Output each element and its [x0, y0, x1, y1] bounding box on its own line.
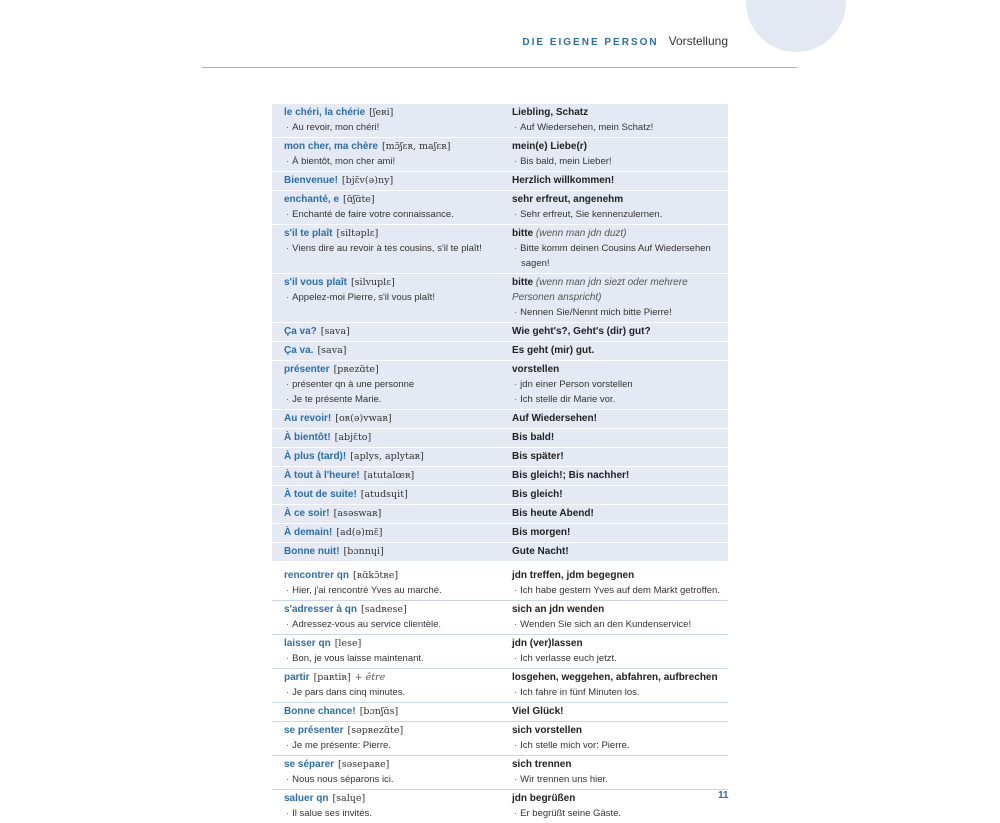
translation-line — [512, 487, 728, 502]
example-text: Ich habe gestern Yves auf dem Markt getroffen. — [520, 585, 720, 596]
translation-line — [512, 468, 728, 483]
german-column — [500, 636, 728, 666]
example-text: À bientôt, mon cher ami! — [292, 156, 396, 167]
german-column — [500, 757, 728, 787]
vocab-entry — [272, 225, 728, 274]
german-column — [500, 525, 728, 540]
headword-line — [284, 362, 500, 377]
translation-line — [512, 275, 728, 305]
example-text: Ich stelle dir Marie vor. — [520, 394, 616, 405]
pronunciation: [mɔ̃ʃɛʀ, maʃɛʀ] — [381, 141, 451, 152]
french-column — [272, 468, 500, 483]
french-column — [272, 704, 500, 719]
french-column — [272, 411, 500, 426]
example-text: Bis bald, mein Lieber! — [520, 156, 612, 167]
bullet-icon: · — [514, 774, 518, 785]
translation: sehr erfreut, angenehm — [512, 194, 624, 205]
translation-line — [512, 723, 728, 738]
bullet-icon: · — [514, 585, 518, 596]
french-column — [272, 430, 500, 445]
example-text: Wir trennen uns hier. — [520, 774, 608, 785]
pronunciation: [bjɛ̃v(ə)ny] — [341, 175, 394, 186]
headword: Au revoir! — [284, 413, 332, 424]
french-column — [272, 173, 500, 188]
translation: Viel Glück! — [512, 706, 564, 717]
translation: bitte — [512, 277, 534, 288]
translation-line — [512, 544, 728, 559]
french-column — [272, 324, 500, 339]
headword-line — [284, 226, 500, 241]
pronunciation: [atudsɥit] — [360, 489, 408, 500]
example-text: Ich fahre in fünf Minuten los. — [520, 687, 640, 698]
example-text: Bon, je vous laisse maintenant. — [292, 653, 424, 664]
example-german — [512, 583, 728, 598]
example-french — [284, 617, 500, 632]
translation-line — [512, 506, 728, 521]
example-german — [512, 120, 728, 135]
bullet-icon: · — [514, 307, 518, 318]
translation: Auf Wiedersehen! — [512, 413, 597, 424]
vocab-entry — [272, 448, 728, 467]
example-text: Wenden Sie sich an den Kundenservice! — [520, 619, 692, 630]
pronunciation: [bɔnnɥi] — [343, 546, 384, 557]
bullet-icon: · — [514, 379, 518, 390]
french-column — [272, 602, 500, 632]
pronunciation: [səsepaʀe] — [338, 759, 390, 770]
headword-line — [284, 670, 500, 685]
french-column — [272, 362, 500, 407]
example-french — [284, 120, 500, 135]
vocab-entry — [272, 104, 728, 138]
bullet-icon: · — [514, 687, 518, 698]
headword-line — [284, 468, 500, 483]
translation-line — [512, 324, 728, 339]
usage-note: (wenn man jdn siezt oder mehrere Personen anspricht) — [512, 277, 688, 303]
headword-line — [284, 105, 500, 120]
french-column — [272, 670, 500, 700]
french-column — [272, 723, 500, 753]
translation: sich trennen — [512, 759, 572, 770]
headword: se présenter — [284, 725, 344, 736]
headword: Ça va. — [284, 345, 314, 356]
example-german — [512, 154, 728, 169]
headword: le chéri, la chérie — [284, 107, 366, 118]
vocab-entry — [272, 172, 728, 191]
example-french — [284, 651, 500, 666]
example-text: jdn einer Person vorstellen — [520, 379, 633, 390]
headword-line — [284, 525, 500, 540]
bullet-icon: · — [286, 122, 290, 133]
headword-line — [284, 343, 500, 358]
translation: Liebling, Schatz — [512, 107, 589, 118]
french-column — [272, 226, 500, 271]
bullet-icon: · — [286, 585, 290, 596]
example-french — [284, 772, 500, 787]
french-column — [272, 275, 500, 320]
headword-line — [284, 324, 500, 339]
translation: losgehen, weggehen, abfahren, aufbrechen — [512, 672, 718, 683]
topic-title: Vorstellung — [668, 34, 728, 48]
translation: mein(e) Liebe(r) — [512, 141, 588, 152]
example-german — [512, 241, 728, 271]
example-german — [512, 377, 728, 392]
translation-line — [512, 173, 728, 188]
translation: sich vorstellen — [512, 725, 583, 736]
translation: jdn (ver)lassen — [512, 638, 583, 649]
bullet-icon: · — [286, 653, 290, 664]
vocab-entry — [272, 722, 728, 756]
pronunciation: [oʀ(ə)vwaʀ] — [335, 413, 392, 424]
bullet-icon: · — [514, 619, 518, 630]
translation-line — [512, 430, 728, 445]
bullet-icon: · — [514, 394, 518, 405]
vocab-entry — [272, 524, 728, 543]
translation: Es geht (mir) gut. — [512, 345, 595, 356]
headword: Ça va? — [284, 326, 317, 337]
bullet-icon: · — [286, 156, 290, 167]
headword-line — [284, 192, 500, 207]
headword: partir — [284, 672, 310, 683]
example-german — [512, 305, 728, 320]
headword-line — [284, 275, 500, 290]
german-column — [500, 411, 728, 426]
translation: Bis später! — [512, 451, 564, 462]
example-text: Nennen Sie/Nennt mich bitte Pierre! — [520, 307, 672, 318]
headword: À ce soir! — [284, 508, 330, 519]
headword-line — [284, 449, 500, 464]
example-text: présenter qn à une personne — [292, 379, 415, 390]
translation: bitte — [512, 228, 534, 239]
example-text: Auf Wiedersehen, mein Schatz! — [520, 122, 654, 133]
bullet-icon: · — [286, 619, 290, 630]
bullet-icon: · — [514, 740, 518, 751]
translation-line — [512, 791, 728, 806]
example-text: Ich stelle mich vor: Pierre. — [520, 740, 630, 751]
pronunciation: [silvuplɛ] — [350, 277, 395, 288]
translation-line — [512, 525, 728, 540]
german-column — [500, 192, 728, 222]
example-text: Je te présente Marie. — [292, 394, 382, 405]
page-number: 11 — [718, 790, 729, 801]
french-column — [272, 192, 500, 222]
pronunciation: [asəswaʀ] — [333, 508, 382, 519]
german-column — [500, 226, 728, 271]
french-column — [272, 757, 500, 787]
example-text: Ich verlasse euch jetzt. — [520, 653, 617, 664]
bullet-icon: · — [514, 122, 518, 133]
translation: Wie geht's?, Geht's (dir) gut? — [512, 326, 651, 337]
french-column — [272, 105, 500, 135]
vocabulary-list — [272, 104, 728, 823]
example-german — [512, 207, 728, 222]
german-column — [500, 275, 728, 320]
vocab-entry — [272, 486, 728, 505]
german-column — [500, 468, 728, 483]
french-column — [272, 791, 500, 821]
german-column — [500, 324, 728, 339]
translation-line — [512, 105, 728, 120]
corner-decoration — [746, 0, 846, 52]
vocab-entry — [272, 703, 728, 722]
headword-line — [284, 173, 500, 188]
bullet-icon: · — [286, 243, 290, 254]
vocab-entry — [272, 635, 728, 669]
example-text: Appelez-moi Pierre, s'il vous plaît! — [292, 292, 435, 303]
example-text: Adressez-vous au service clientèle. — [292, 619, 442, 630]
vocab-entry — [272, 505, 728, 524]
headword-line — [284, 757, 500, 772]
example-french — [284, 806, 500, 821]
pronunciation: [abjɛ̃to] — [334, 432, 372, 443]
german-column — [500, 105, 728, 135]
headword: À plus (tard)! — [284, 451, 347, 462]
bullet-icon: · — [286, 808, 290, 819]
bullet-icon: · — [514, 156, 518, 167]
vocab-entry — [272, 429, 728, 448]
translation: Gute Nacht! — [512, 546, 569, 557]
example-text: Hier, j'ai rencontré Yves au marché. — [292, 585, 442, 596]
translation: Bis bald! — [512, 432, 555, 443]
headword: présenter — [284, 364, 330, 375]
french-column — [272, 139, 500, 169]
translation: vorstellen — [512, 364, 560, 375]
example-french — [284, 377, 500, 392]
german-column — [500, 544, 728, 559]
example-french — [284, 738, 500, 753]
running-header — [522, 34, 728, 48]
example-german — [512, 738, 728, 753]
german-column — [500, 506, 728, 521]
bullet-icon: · — [286, 379, 290, 390]
german-column — [500, 602, 728, 632]
headword-line — [284, 704, 500, 719]
usage-note: (wenn man jdn duzt) — [535, 228, 627, 239]
german-column — [500, 343, 728, 358]
example-text: Sehr erfreut, Sie kennenzulernen. — [520, 209, 663, 220]
example-text: Je pars dans cinq minutes. — [292, 687, 406, 698]
translation: sich an jdn wenden — [512, 604, 605, 615]
translation-line — [512, 670, 728, 685]
german-column — [500, 173, 728, 188]
headword-line — [284, 487, 500, 502]
translation-line — [512, 704, 728, 719]
bullet-icon: · — [286, 740, 290, 751]
vocab-entry — [272, 601, 728, 635]
pronunciation: [səpʀezɑ̃te] — [347, 725, 404, 736]
headword-line — [284, 506, 500, 521]
vocab-entry — [272, 410, 728, 429]
headword: s'il te plaît — [284, 228, 333, 239]
headword-line — [284, 568, 500, 583]
french-column — [272, 544, 500, 559]
vocab-entry — [272, 790, 728, 823]
french-column — [272, 636, 500, 666]
example-french — [284, 290, 500, 305]
bullet-icon: · — [286, 394, 290, 405]
pronunciation: [lese] — [334, 638, 362, 649]
german-column — [500, 487, 728, 502]
translation: Herzlich willkommen! — [512, 175, 615, 186]
translation-line — [512, 757, 728, 772]
headword-line — [284, 411, 500, 426]
pronunciation: [sava] — [317, 345, 347, 356]
translation-line — [512, 602, 728, 617]
pronunciation: [sava] — [320, 326, 350, 337]
bullet-icon: · — [286, 687, 290, 698]
bullet-icon: · — [514, 808, 518, 819]
example-french — [284, 685, 500, 700]
translation-line — [512, 636, 728, 651]
pronunciation: [salɥe] — [332, 793, 366, 804]
german-column — [500, 430, 728, 445]
pronunciation: [ʃeʀi] — [369, 107, 394, 118]
example-french — [284, 154, 500, 169]
vocab-entry — [272, 567, 728, 601]
header-rule — [202, 67, 797, 68]
pronunciation: [paʀtiʀ] — [313, 672, 351, 683]
example-french — [284, 583, 500, 598]
german-column — [500, 568, 728, 598]
translation-line — [512, 139, 728, 154]
headword: Bonne chance! — [284, 706, 356, 717]
headword-line — [284, 544, 500, 559]
example-german — [512, 772, 728, 787]
bullet-icon: · — [514, 653, 518, 664]
headword: se séparer — [284, 759, 335, 770]
example-german — [512, 651, 728, 666]
german-column — [500, 791, 728, 821]
vocab-entry — [272, 342, 728, 361]
vocab-entry — [272, 543, 728, 562]
example-french — [284, 207, 500, 222]
headword: Bienvenue! — [284, 175, 338, 186]
headword: À bientôt! — [284, 432, 331, 443]
bullet-icon: · — [514, 243, 518, 254]
translation-line — [512, 343, 728, 358]
headword: À demain! — [284, 527, 333, 538]
french-column — [272, 449, 500, 464]
vocab-entry — [272, 323, 728, 342]
vocab-panel-phrases — [272, 104, 728, 562]
pronunciation: [sadʀese] — [360, 604, 407, 615]
headword-line — [284, 723, 500, 738]
translation: Bis morgen! — [512, 527, 571, 538]
french-column — [272, 525, 500, 540]
pronunciation: [pʀezɑ̃te] — [333, 364, 379, 375]
translation: Bis heute Abend! — [512, 508, 594, 519]
headword: À tout à l'heure! — [284, 470, 360, 481]
headword: s'adresser à qn — [284, 604, 357, 615]
translation: jdn treffen, jdm begegnen — [512, 570, 635, 581]
headword-line — [284, 139, 500, 154]
example-german — [512, 806, 728, 821]
vocab-entry — [272, 274, 728, 323]
headword: laisser qn — [284, 638, 331, 649]
example-french — [284, 241, 500, 256]
translation: Bis gleich! — [512, 489, 563, 500]
headword-line — [284, 791, 500, 806]
translation-line — [512, 411, 728, 426]
bullet-icon: · — [286, 774, 290, 785]
vocab-entry — [272, 669, 728, 703]
pronunciation: [siltəplɛ] — [336, 228, 379, 239]
pronunciation: [ad(ə)mɛ̃] — [336, 527, 383, 538]
headword: enchanté, e — [284, 194, 340, 205]
pronunciation: [atutalœʀ] — [363, 470, 415, 481]
example-german — [512, 617, 728, 632]
example-text: Viens dire au revoir à tes cousins, s'il te plaît! — [292, 243, 482, 254]
french-column — [272, 506, 500, 521]
vocab-entry — [272, 361, 728, 410]
headword-line — [284, 636, 500, 651]
vocab-panel-verbs — [272, 567, 728, 823]
example-french — [284, 392, 500, 407]
example-text: Au revoir, mon chéri! — [292, 122, 380, 133]
example-text: Bitte komm deinen Cousins Auf Wiedersehen sagen! — [520, 243, 711, 269]
headword: rencontrer qn — [284, 570, 350, 581]
german-column — [500, 704, 728, 719]
german-column — [500, 670, 728, 700]
translation-line — [512, 449, 728, 464]
translation: Bis gleich!; Bis nachher! — [512, 470, 630, 481]
headword: À tout de suite! — [284, 489, 357, 500]
german-column — [500, 362, 728, 407]
headword: s'il vous plaît — [284, 277, 347, 288]
bullet-icon: · — [514, 209, 518, 220]
pronunciation: [bɔnʃɑ̃s] — [359, 706, 399, 717]
vocab-entry — [272, 467, 728, 486]
headword: saluer qn — [284, 793, 329, 804]
german-column — [500, 449, 728, 464]
headword-line — [284, 430, 500, 445]
translation-line — [512, 362, 728, 377]
headword-line — [284, 602, 500, 617]
translation: jdn begrüßen — [512, 793, 576, 804]
pronunciation: [aplys, aplytaʀ] — [350, 451, 424, 462]
pronunciation: [ɑ̃ʃɑ̃te] — [343, 194, 375, 205]
vocab-entry — [272, 756, 728, 790]
vocab-entry — [272, 138, 728, 172]
bullet-icon: · — [286, 292, 290, 303]
french-column — [272, 343, 500, 358]
example-german — [512, 685, 728, 700]
translation-line — [512, 568, 728, 583]
example-german — [512, 392, 728, 407]
french-column — [272, 568, 500, 598]
german-column — [500, 139, 728, 169]
example-text: Enchanté de faire votre connaissance. — [292, 209, 454, 220]
example-text: Nous nous séparons ici. — [292, 774, 394, 785]
vocab-entry — [272, 191, 728, 225]
translation-line — [512, 226, 728, 241]
example-text: Il salue ses invités. — [292, 808, 372, 819]
example-text: Je me présente: Pierre. — [292, 740, 391, 751]
french-column — [272, 487, 500, 502]
grammar-note: + être — [354, 672, 386, 683]
headword: Bonne nuit! — [284, 546, 340, 557]
translation-line — [512, 192, 728, 207]
section-title: DIE EIGENE PERSON — [522, 37, 659, 48]
bullet-icon: · — [286, 209, 290, 220]
german-column — [500, 723, 728, 753]
example-text: Er begrüßt seine Gäste. — [520, 808, 622, 819]
pronunciation: [ʀɑ̃kɔ̃tʀe] — [353, 570, 399, 581]
headword: mon cher, ma chère — [284, 141, 378, 152]
